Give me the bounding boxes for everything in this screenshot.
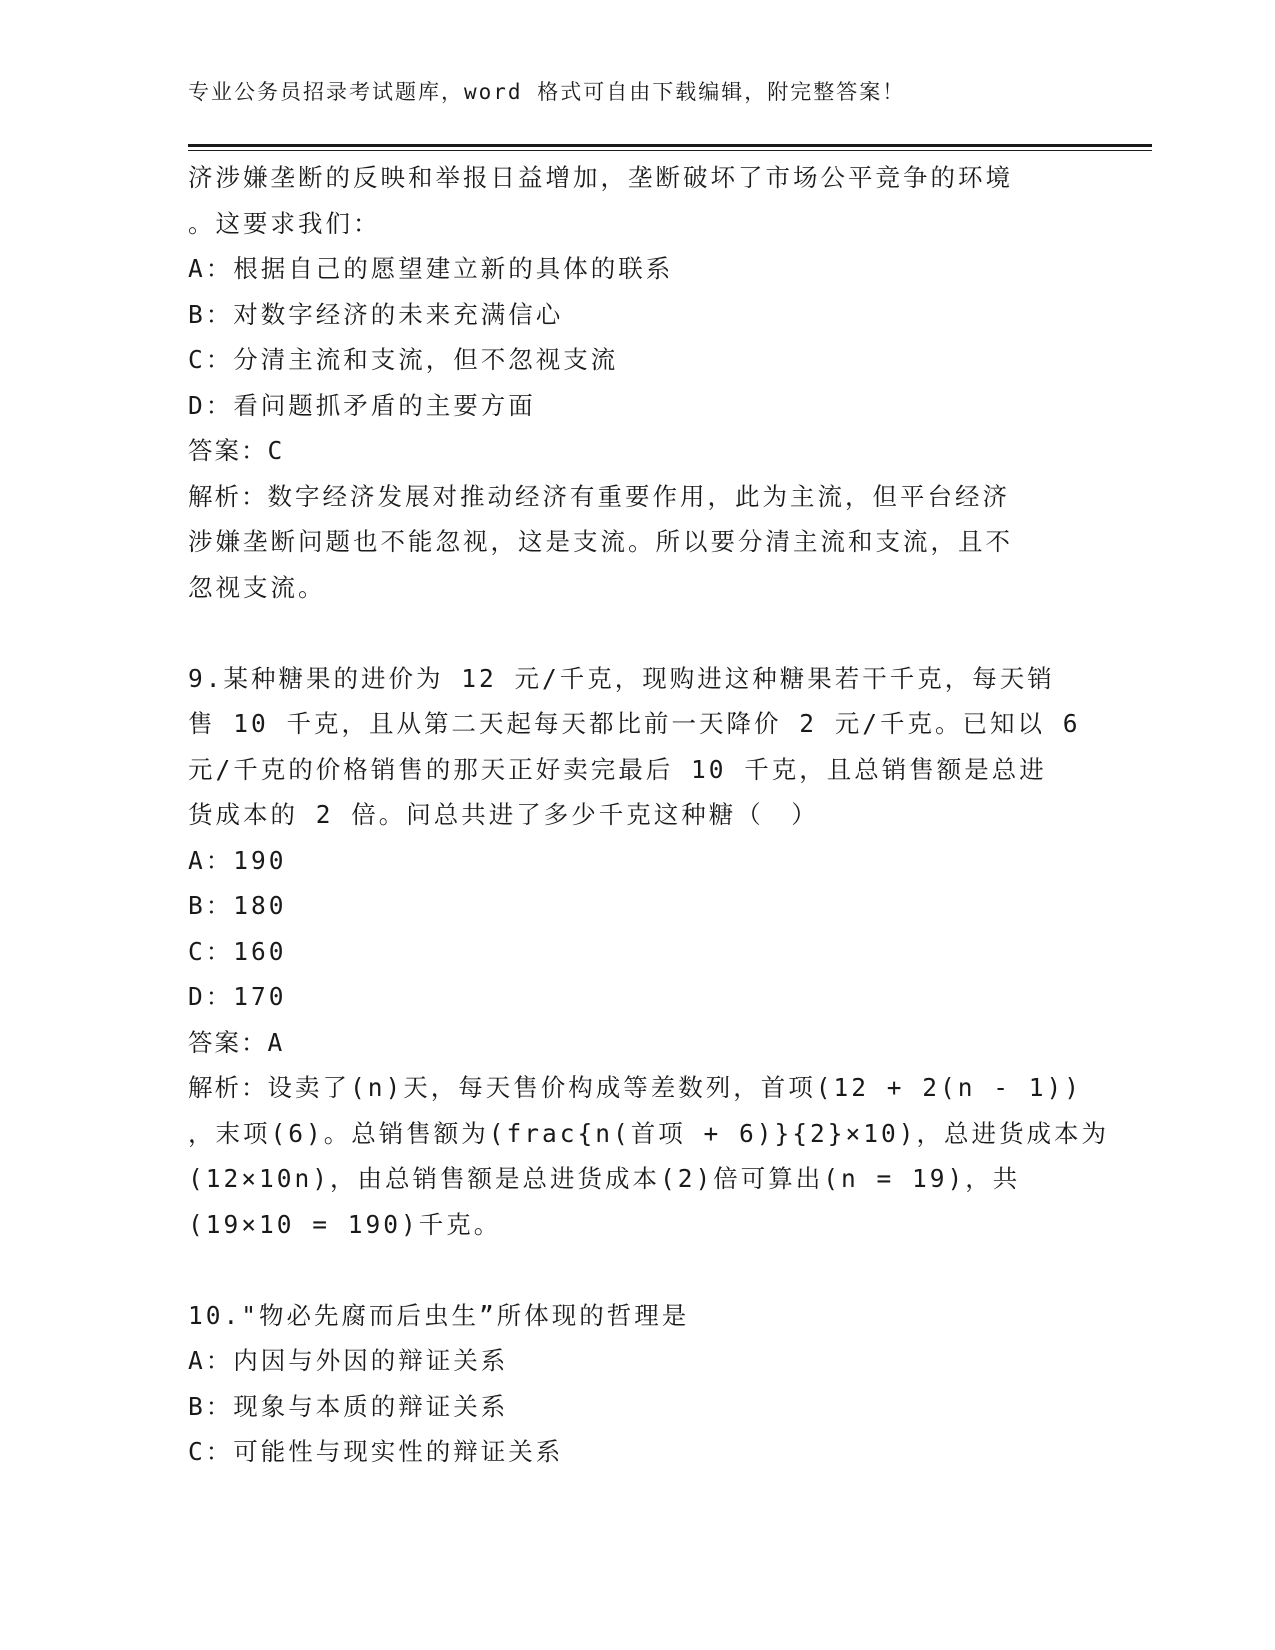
option-d: D：170 (188, 982, 287, 1011)
question-stem-line: 9.某种糖果的进价为 12 元/千克，现购进这种糖果若干千克，每天销 (188, 663, 1055, 693)
analysis-line (188, 474, 1088, 520)
question-stem-line: 货成本的 2 倍。问总共进了多少千克这种糖（ ） (188, 800, 819, 829)
spacer (188, 1247, 1088, 1293)
option-b: B：对数字经济的未来充满信心 (188, 299, 564, 329)
option-a: A：内因与外因的辩证关系 (188, 1346, 509, 1375)
analysis-line: (12×10n)，由总销售额是总进货成本(2)倍可算出(n = 19)，共 (188, 1164, 1021, 1193)
analysis-label: 解析： (188, 1073, 268, 1102)
analysis-line: (19×10 = 190)千克。 (188, 1209, 502, 1239)
question-9 (188, 656, 1110, 1248)
analysis-text: 设卖了(n)天，每天售价构成等差数列，首项(12 + 2(n - 1)) (267, 1073, 1083, 1102)
analysis-line: ，末项(6)。总销售额为(frac{n(首项 + 6)}{2}×10)，总进货成本为 (188, 1118, 1110, 1148)
spacer (188, 610, 1088, 656)
option-c: C：分清主流和支流，但不忽视支流 (188, 345, 619, 374)
analysis-line (188, 1065, 1088, 1111)
answer-label: 答案： (188, 1027, 268, 1057)
analysis-label: 解析： (188, 481, 268, 511)
question-stem-line: 元/千克的价格销售的那天正好卖完最后 10 千克，且总销售额是总进 (188, 754, 1047, 784)
analysis-text: 数字经济发展对推动经济有重要作用，此为主流，但平台经济 (267, 481, 1010, 511)
header-rule-thick (188, 144, 1152, 147)
question-stem-line: 售 10 千克，且从第二天起每天都比前一天降价 2 元/千克。已知以 6 (188, 709, 1081, 738)
question-stem-line: 。这要求我们： (188, 208, 381, 238)
answer-value: A (267, 1027, 286, 1057)
option-a: A：190 (188, 845, 287, 875)
option-c: C：可能性与现实性的辩证关系 (188, 1437, 564, 1466)
question-stem-line: 济涉嫌垄断的反映和举报日益增加，垄断破坏了市场公平竞争的环境 (188, 163, 1013, 192)
answer-label: 答案： (188, 436, 268, 465)
document-body (188, 155, 1110, 1475)
page-header: 专业公务员招录考试题库，word 格式可自由下载编辑，附完整答案！ (188, 80, 906, 104)
analysis-line: 涉嫌垄断问题也不能忽视，这是支流。所以要分清主流和支流，且不 (188, 527, 1013, 556)
option-d: D：看问题抓矛盾的主要方面 (188, 390, 536, 420)
question-8 (188, 155, 1088, 610)
answer-line (188, 428, 1088, 474)
question-stem-line: 10."物必先腐而后虫生”所体现的哲理是 (188, 1300, 690, 1330)
question-10 (188, 1293, 1088, 1475)
option-c: C：160 (188, 936, 287, 966)
analysis-line: 忽视支流。 (188, 572, 326, 602)
option-b: B：现象与本质的辩证关系 (188, 1391, 509, 1421)
header-rule-thin (188, 150, 1152, 151)
answer-line (188, 1020, 1088, 1066)
answer-value: C (267, 436, 286, 465)
option-a: A：根据自己的愿望建立新的具体的联系 (188, 254, 674, 283)
option-b: B：180 (188, 891, 287, 920)
